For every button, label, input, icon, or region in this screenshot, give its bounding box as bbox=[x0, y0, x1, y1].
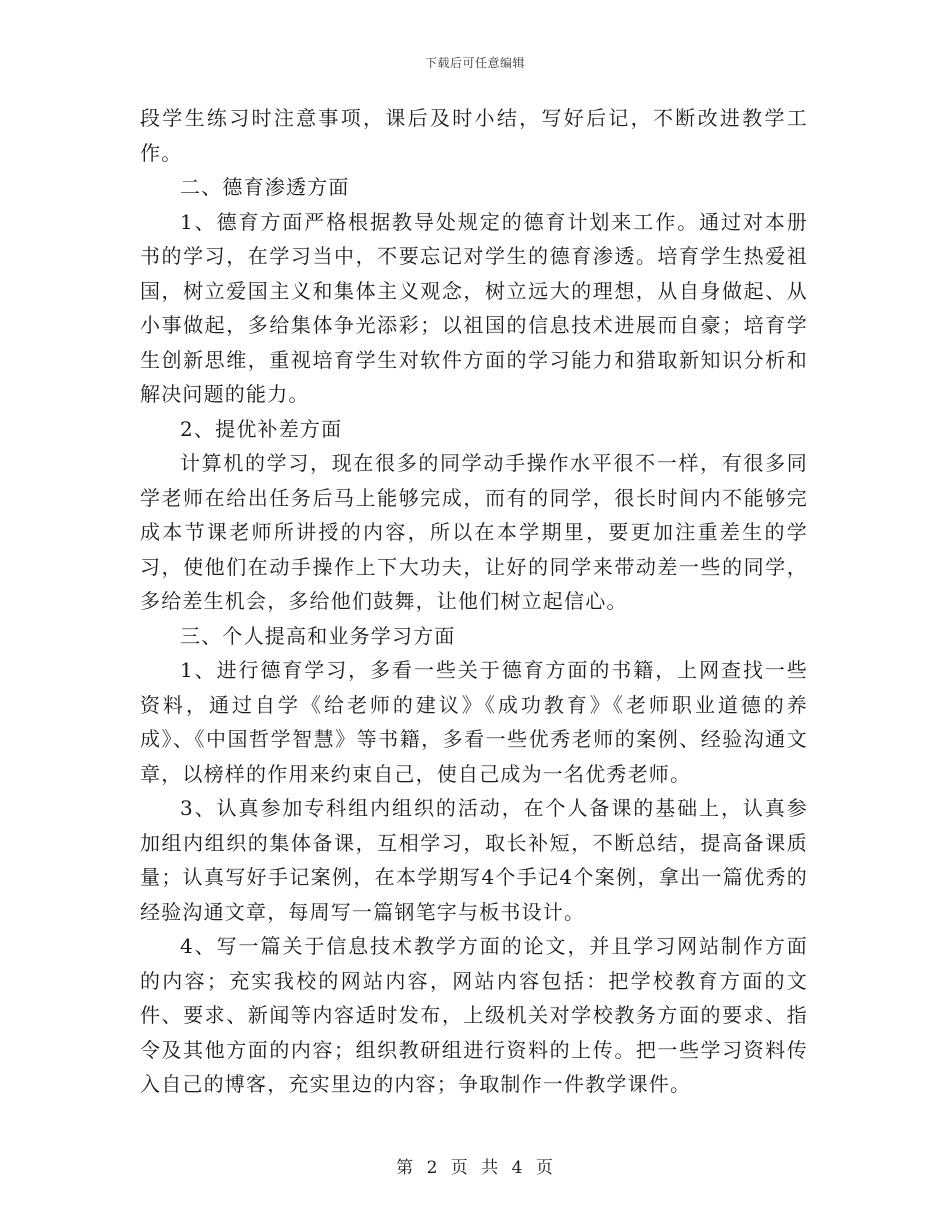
paragraph-paper-and-website: 4、写一篇关于信息技术教学方面的论文，并且学习网站制作方面的内容；充实我校的网站内容，网站内容包括：把学校教育方面的文件、要求、新闻等内容适时发布，上级机关对学校教务方面的要求、指令及其他方面的内容；组织教研组进行资料的上传。把一些学习资料传入自己的博客，充实里边的内容；争取制作一件教学课件。 bbox=[140, 934, 808, 1096]
paragraph-computer-learning: 计算机的学习，现在很多的同学动手操作水平很不一样，有很多同学老师在给出任务后马上能够完成，而有的同学，很长时间内不能够完成本节课老师所讲授的内容，所以在本学期里，要更加注重差生的学习，使他们在动手操作上下大功夫，让好的同学来带动差一些的同学，多给差生机会，多给他们鼓舞，让他们树立起信心。 bbox=[140, 451, 808, 613]
paragraph-moral-study: 1、进行德育学习，多看一些关于德育方面的书籍，上网查找一些资料，通过自学《给老师的建议》《成功教育》《老师职业道德的养成》、《中国哲学智慧》等书籍，多看一些优秀老师的案例、经验沟通文章，以榜样的作用来约束自己，使自己成为一名优秀老师。 bbox=[140, 658, 808, 786]
subheading-improve-and-support: 2、提优补差方面 bbox=[180, 416, 343, 441]
section-heading-moral-education: 二、德育渗透方面 bbox=[180, 175, 350, 199]
paragraph-group-activities: 3、认真参加专科组内组织的活动，在个人备课的基础上，认真参加组内组织的集体备课，互相学习，取长补短，不断总结，提高备课质量；认真写好手记案例，在本学期写4个手记4个案例，拿出一篇优秀的经验沟通文章，每周写一篇钢笔字与板书设计。 bbox=[140, 796, 808, 924]
page-number: 第 2 页 共 4 页 bbox=[396, 1158, 554, 1178]
paragraph-moral-education-plan: 1、德育方面严格根据教导处规定的德育计划来工作。通过对本册书的学习，在学习当中，不要忘记对学生的德育渗透。培育学生热爱祖国，树立爱国主义和集体主义观念，树立远大的理想，从自身做起、从小事做起，多给集体争光添彩；以祖国的信息技术进展而自豪；培育学生创新思维，重视培育学生对软件方面的学习能力和猎取新知识分析和解决问题的能力。 bbox=[140, 209, 808, 406]
paragraph-continuation: 段学生练习时注意事项，课后及时小结，写好后记，不断改进教学工作。 bbox=[140, 106, 808, 165]
page-header: 下载后可任意编辑 bbox=[424, 56, 525, 70]
section-heading-personal-improvement: 三、个人提高和业务学习方面 bbox=[180, 623, 456, 648]
document-body bbox=[140, 101, 808, 1102]
